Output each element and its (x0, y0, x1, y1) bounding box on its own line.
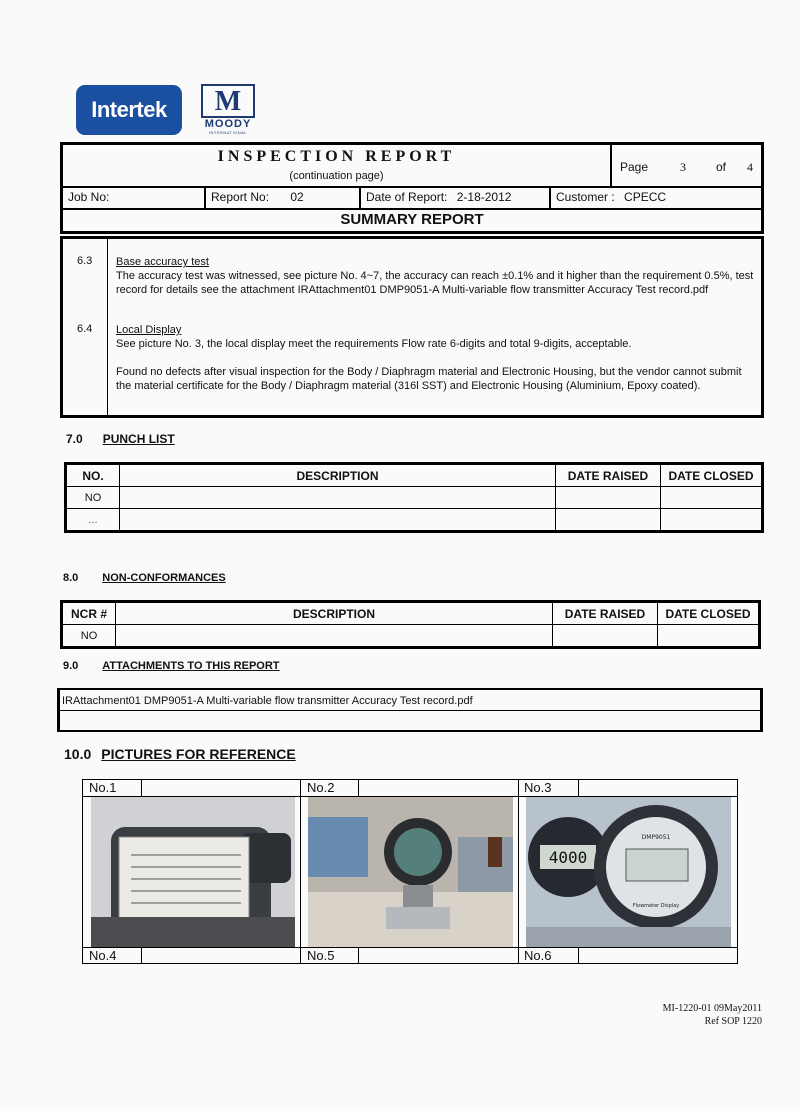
table-cell: NO (62, 625, 116, 648)
photo-transmitter (308, 797, 513, 947)
column-divider (107, 239, 108, 415)
job-no-label: Job No: (63, 186, 206, 208)
punch-list-heading (66, 432, 175, 446)
column-header: DESCRIPTION (116, 602, 553, 625)
table-header-row (62, 602, 760, 625)
section-number: 9.0 (63, 660, 79, 672)
intertek-logo (76, 85, 182, 135)
report-subtitle: (continuation page) (289, 170, 384, 182)
report-no-label: Report No: (211, 190, 270, 204)
picture-label: No.2 (307, 780, 335, 795)
table-cell: ... (66, 509, 120, 532)
page-label: Page (620, 160, 649, 174)
item-heading: Base accuracy test (116, 256, 209, 268)
display-reading: 4000 (548, 848, 588, 867)
table-cell (553, 625, 658, 648)
summary-heading: SUMMARY REPORT (340, 211, 484, 228)
moody-logo (198, 84, 258, 136)
section-title: ATTACHMENTS TO THIS REPORT (102, 660, 280, 672)
item-heading: Local Display (116, 324, 182, 336)
page-total: 4 (747, 160, 753, 174)
flowmeter-display-image (526, 797, 731, 947)
transmitter-image (308, 797, 513, 947)
item-text: The accuracy test was witnessed, see picture No. 4~7, the accuracy can reach ±0.1% and it higher than the requirement 0.5%, test record for details see the attachment IRAttachment01 DMP9051-A Multi-variable flow transmitter Accuracy Test record.pdf (116, 270, 754, 296)
page-number: 3 (680, 160, 686, 174)
date-value: 2-18-2012 (456, 190, 512, 204)
table-cell (120, 487, 556, 509)
column-header: DATE CLOSED (658, 602, 760, 625)
table-cell (658, 625, 760, 648)
column-divider (300, 780, 301, 963)
date-cell (361, 186, 551, 208)
photo-flowmeter-display (526, 797, 731, 947)
column-header: DESCRIPTION (120, 464, 556, 487)
section-number: 10.0 (64, 746, 92, 762)
page-box (610, 145, 763, 186)
report-no-cell (206, 186, 361, 208)
column-divider (518, 780, 519, 963)
report-no-value: 02 (290, 190, 304, 204)
row-divider (60, 710, 760, 711)
item-block (116, 255, 756, 297)
punch-list-table (64, 462, 764, 533)
table-header-row (66, 464, 763, 487)
table-cell (116, 625, 553, 648)
display-caption: Flowmeter Display (632, 903, 680, 909)
table-cell (661, 509, 763, 532)
attachment-item: IRAttachment01 DMP9051-A Multi-variable flow transmitter Accuracy Test record.pdf (62, 695, 473, 707)
section-number: 7.0 (66, 432, 83, 446)
table-cell (120, 509, 556, 532)
display-brand: DMP9051 (641, 834, 671, 841)
column-header: DATE RAISED (556, 464, 661, 487)
nameplate-image (91, 797, 295, 947)
item-number: 6.4 (77, 323, 93, 335)
customer-value: CPECC (624, 190, 667, 204)
pictures-grid (82, 779, 738, 964)
date-label: Date of Report: (366, 190, 448, 204)
cell-divider (578, 947, 579, 964)
item-block (116, 323, 756, 351)
table-row (66, 487, 763, 509)
picture-label: No.5 (307, 948, 335, 963)
table-row (62, 625, 760, 648)
cell-divider (358, 780, 359, 796)
cell-divider (578, 780, 579, 796)
column-header: DATE CLOSED (661, 464, 763, 487)
photo-nameplate (91, 797, 295, 947)
of-label: of (716, 160, 727, 174)
section-title: PICTURES FOR REFERENCE (101, 746, 296, 762)
moody-sub: INTERNATIONAL (208, 130, 248, 135)
form-reference: MI-1220-01 09May2011 (662, 1003, 762, 1014)
column-header: DATE RAISED (553, 602, 658, 625)
picture-label: No.1 (89, 780, 117, 795)
document-footer (663, 1002, 762, 1028)
attachments-heading (63, 660, 280, 672)
table-cell: NO (66, 487, 120, 509)
item-number: 6.3 (77, 255, 93, 267)
attachments-box (57, 688, 763, 732)
item-text: See picture No. 3, the local display meet the requirements Flow rate 6-digits and total 9-digits, acceptable. (116, 338, 632, 350)
moody-mark: M (201, 84, 255, 118)
table-cell (661, 487, 763, 509)
customer-cell (551, 186, 761, 208)
intertek-logo-text: Intertek (91, 97, 167, 122)
picture-label: No.6 (524, 948, 552, 963)
report-title: INSPECTION REPORT (217, 148, 456, 165)
table-row (66, 509, 763, 532)
ncr-table (60, 600, 761, 649)
section-title: NON-CONFORMANCES (102, 572, 226, 584)
inspection-note: Found no defects after visual inspection for the Body / Diaphragm material and Electronic Housing, but the vendor cannot submit the material certificate for the Body / Diaphragm material (316l SST) and Electronic Housing (Aluminium, Epoxy coated). (116, 366, 742, 392)
pictures-heading (64, 746, 296, 762)
ncr-heading (63, 572, 226, 584)
cell-divider (141, 780, 142, 796)
row-divider (83, 947, 737, 948)
section-title: PUNCH LIST (102, 432, 175, 446)
section-number: 8.0 (63, 572, 79, 584)
table-cell (556, 487, 661, 509)
table-cell (556, 509, 661, 532)
column-header: NO. (66, 464, 120, 487)
sop-reference: Ref SOP 1220 (704, 1016, 762, 1027)
report-header (60, 142, 764, 234)
column-header: NCR # (62, 602, 116, 625)
cell-divider (141, 947, 142, 964)
summary-content (60, 236, 764, 418)
picture-label: No.4 (89, 948, 117, 963)
customer-label: Customer : (556, 190, 615, 204)
cell-divider (358, 947, 359, 964)
picture-label: No.3 (524, 780, 552, 795)
moody-name: MOODY (204, 118, 252, 130)
